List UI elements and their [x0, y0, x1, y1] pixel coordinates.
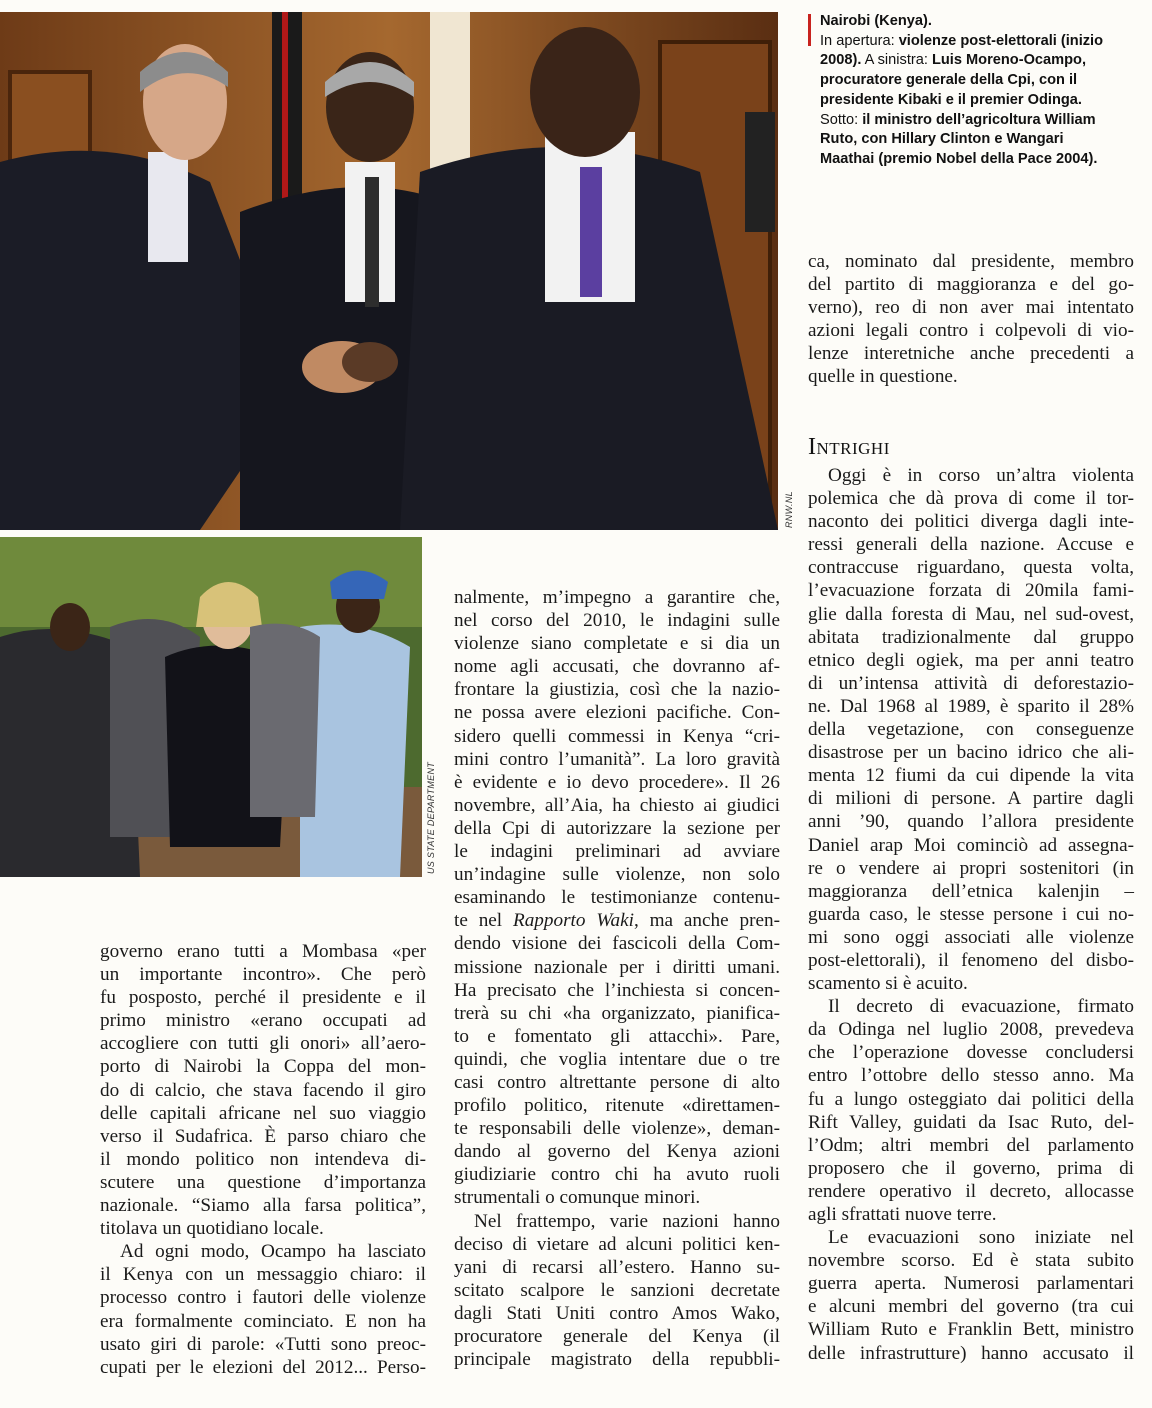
text-line: Ad ogni modo, Ocampo ha lasciato: [120, 1241, 426, 1263]
text-line: Rift Valley, guidati da Isac Ruto, del-: [808, 1111, 1134, 1133]
text-line: scitato scalpore le sanzioni decretate: [454, 1279, 780, 1301]
text-line: cupati per le elezioni del 2012... Perso-: [100, 1356, 426, 1378]
text-line: anni ’90, quando l’allora presidente: [808, 811, 1134, 833]
text-line: accogliere con tutti gli onori» all’aero-: [100, 1033, 426, 1055]
text-line: verno), reo di non aver mai intentato: [808, 297, 1134, 319]
walk-photo-illustration: [0, 537, 422, 877]
top-photo: [0, 12, 778, 530]
bottom-photo-credit: US STATE DEPARTMENT: [426, 761, 436, 874]
text-line: ne. Dal 1968 al 1989, è sparito il 28%: [808, 695, 1134, 717]
text-line: esaminando le testimonianze contenu-: [454, 887, 780, 909]
caption-lead-3: Sotto:: [820, 111, 859, 128]
text-line: ca, nominato dal presidente, membro: [808, 251, 1134, 272]
text-line: dendo visione dei fascicoli della Com-: [454, 933, 780, 955]
text-line: governo erano tutti a Mombasa «per: [100, 941, 426, 962]
text-line: missione nazionale per i diritti umani.: [454, 956, 780, 978]
text-line: re o vendere ai propri sostenitori (in: [808, 857, 1134, 879]
text-line: procuratore generale del Kenya (il: [454, 1326, 780, 1347]
caption-accent-bar: [808, 14, 811, 46]
top-photo-credit: RNW.NL: [784, 491, 794, 528]
text-line: l’Odm; altri membri del parlamento: [808, 1134, 1134, 1156]
caption-lead-2: A sinistra:: [861, 52, 928, 69]
text-line: yani di recarsi all’estero. Hanno su-: [454, 1256, 780, 1278]
caption-text-1: violenze post-elettorali (inizio 2008).: [820, 32, 1104, 69]
handshake-photo-illustration: [0, 12, 778, 530]
text-line: glie dalla foresta di Mau, nel sud-ovest,: [808, 603, 1134, 625]
text-line: Nel frattempo, varie nazioni hanno: [474, 1210, 780, 1232]
text-line: to e fomentato gli attacchi». Pare,: [454, 1025, 780, 1047]
text-line: casi contro altrettante persone di alto: [454, 1071, 780, 1093]
text-line: dando al governo del Kenya azioni: [454, 1141, 780, 1163]
text-line: entro l’ottobre dello stesso anno. Ma: [808, 1065, 1134, 1087]
text-line: te nel Rapporto Waki, ma anche pren-: [454, 910, 780, 932]
text-line: ne possa avere elezioni pacifiche. Con-: [454, 702, 780, 724]
column-left: [100, 940, 426, 1379]
caption-lead-1: In apertura:: [820, 32, 895, 49]
text-line: scamento si è acuito.: [808, 973, 968, 995]
text-line: Il decreto di evacuazione, firmato: [828, 996, 1134, 1018]
text-line: Oggi è in corso un’altra violenta: [828, 465, 1134, 486]
text-line: mini contro l’umanità”. La loro gravità: [454, 748, 780, 770]
text-line: disastrose per un bacino idrico che ali-: [808, 742, 1134, 764]
text-line: guerra aperta. Numerosi parlamentari: [808, 1273, 1134, 1295]
text-line: il Kenya con un messaggio chiaro: il: [100, 1264, 426, 1286]
text-line: frontare la giustizia, così che la nazio-: [454, 679, 780, 701]
text-line: quindi, che voglia intentare due o tre: [454, 1048, 780, 1070]
text-line: era formalmente cominciato. E non ha: [100, 1310, 426, 1332]
text-line: della vegetazione, con conseguenze: [808, 719, 1134, 741]
text-line: post-elettorali), il fenomeno del disbo-: [808, 949, 1134, 971]
text-line: Le evacuazioni sono iniziate nel: [828, 1227, 1134, 1249]
text-line: dagli Stati Uniti contro Amos Wako,: [454, 1302, 780, 1324]
text-line: mi sono oggi associati alle violenze: [808, 926, 1134, 948]
text-line: lenze interetniche anche precedenti a: [808, 343, 1134, 365]
text-line: titolava un quotidiano locale.: [100, 1218, 324, 1240]
text-line: e alcuni membri del governo (tra cui: [808, 1296, 1134, 1318]
text-line: proposero che il governo, prima di: [808, 1157, 1134, 1179]
text-line: di un’intensa attività di deforestazio-: [808, 672, 1134, 694]
text-line: abitata tradizionalmente dal gruppo: [808, 626, 1134, 648]
text-line: il mondo politico non intendeva di-: [100, 1148, 426, 1170]
text-line: guarda caso, le stesse persone i cui no-: [808, 903, 1134, 925]
text-line: porto di Nairobi la Coppa del mon-: [100, 1056, 426, 1078]
text-line: azioni legali contro i colpevoli di vio-: [808, 320, 1134, 342]
text-line: principale magistrato della repubbli-: [454, 1349, 780, 1371]
bottom-photo: [0, 537, 422, 877]
text-line: scutere una questione d’importanza: [100, 1171, 426, 1193]
text-line: rendere operativo il decreto, allocasse: [808, 1180, 1134, 1202]
caption-text-3: il ministro dell’agricoltura William Ruto, con Hillary Clinton e Wangari Maathai (premio Nobel della Pace 2004).: [820, 111, 1098, 167]
text-line: menta 12 fiumi da cui dipende la vita: [808, 765, 1134, 787]
text-line: da Odinga nel luglio 2008, prevedeva: [808, 1019, 1134, 1041]
text-line: deciso di vietare ad alcuni politici ken-: [454, 1233, 780, 1255]
text-line: le indagini preliminari ad avviare: [454, 841, 780, 863]
text-line: verso il Sudafrica. È parso chiaro che: [100, 1125, 426, 1147]
text-line: te responsabili delle violenze», deman-: [454, 1118, 780, 1140]
text-line: do di calcio, che stava facendo il giro: [100, 1079, 426, 1101]
text-line: quelle in questione.: [808, 366, 958, 388]
text-line: primo ministro «erano occupati ad: [100, 1010, 426, 1032]
text-line: nazionale. “Siamo alla farsa politica”,: [100, 1195, 426, 1217]
text-line: che l’operazione dovesse concludersi: [808, 1042, 1134, 1064]
text-line: un importante incontro». Che però: [100, 964, 426, 986]
text-line: è evidente e io devo procedere». Il 26: [454, 771, 780, 793]
text-line: trerà su chi «ha organizzato, pianifica-: [454, 1002, 780, 1024]
column-right-top: [808, 250, 1134, 389]
text-line: del partito di maggioranza e del go-: [808, 274, 1134, 296]
text-line: delle infrastrutture) hanno accusato il: [808, 1342, 1134, 1364]
text-line: etnico degli ogiek, ma per anni teatro: [808, 649, 1134, 671]
column-right: [808, 464, 1134, 1365]
photo-caption: [808, 12, 1120, 170]
caption-place: Nairobi (Kenya).: [820, 13, 932, 29]
text-line: nome agli accusati, che dovranno af-: [454, 656, 780, 678]
text-line: di milioni di persone. A partire dagli: [808, 788, 1134, 810]
text-line: processo contro i fautori delle violenze: [100, 1287, 426, 1309]
text-line: novembre, all’Aia, ha chiesto ai giudici: [454, 794, 780, 816]
text-line: polemica che dà prova di come il tor-: [808, 488, 1134, 510]
text-line: giudiziarie contro chi ha avuto ruoli: [454, 1164, 780, 1186]
text-line: della Cpi di autorizzare la sezione per: [454, 817, 780, 839]
text-line: fu posposto, perché il presidente e il: [100, 987, 426, 1009]
text-line: profilo politico, ritenute «direttamen-: [454, 1095, 780, 1117]
text-line: violenze siano completate e si dia un: [454, 633, 780, 655]
text-line: ressi generali della nazione. Accuse e: [808, 534, 1134, 556]
text-line: delle capitali africane nel suo viaggio: [100, 1102, 426, 1124]
text-line: agli sfrattati nuove terre.: [808, 1204, 997, 1225]
text-line: un’indagine sulle violenze, non solo: [454, 864, 780, 886]
text-line: naconto dei politici diverga dagli inte-: [808, 511, 1134, 533]
text-line: Ha precisato che l’inchiesta si concen-: [454, 979, 780, 1001]
column-middle: [454, 586, 780, 1371]
text-line: fu a lungo osteggiato dai politici della: [808, 1088, 1134, 1110]
text-line: sidero quelli commessi in Kenya “cri-: [454, 725, 780, 747]
caption-text-2: Luis Moreno-Ocampo, procuratore generale della Cpi, con il presidente Kibaki e il premier Odinga.: [820, 52, 1087, 108]
text-line: usato giri di parole: «Tutti sono preoc-: [100, 1333, 426, 1355]
text-line: strumentali o comunque minori.: [454, 1187, 701, 1209]
text-line: maggioranza dell’etnica kalenjin –: [808, 880, 1134, 902]
text-line: nel corso del 2010, le indagini sulle: [454, 610, 780, 632]
text-line: nalmente, m’impegno a garantire che,: [454, 587, 780, 608]
text-line: contraccuse riguardano, questa volta,: [808, 557, 1134, 579]
text-line: novembre scorso. Ed è stata subito: [808, 1250, 1134, 1272]
text-line: Daniel arap Moi cominciò ad assegna-: [808, 834, 1134, 856]
text-line: William Ruto e Franklin Bett, ministro: [808, 1319, 1134, 1341]
section-heading: Intrighi: [808, 434, 890, 460]
text-line: l’evacuazione forzata di 20mila fami-: [808, 580, 1134, 602]
